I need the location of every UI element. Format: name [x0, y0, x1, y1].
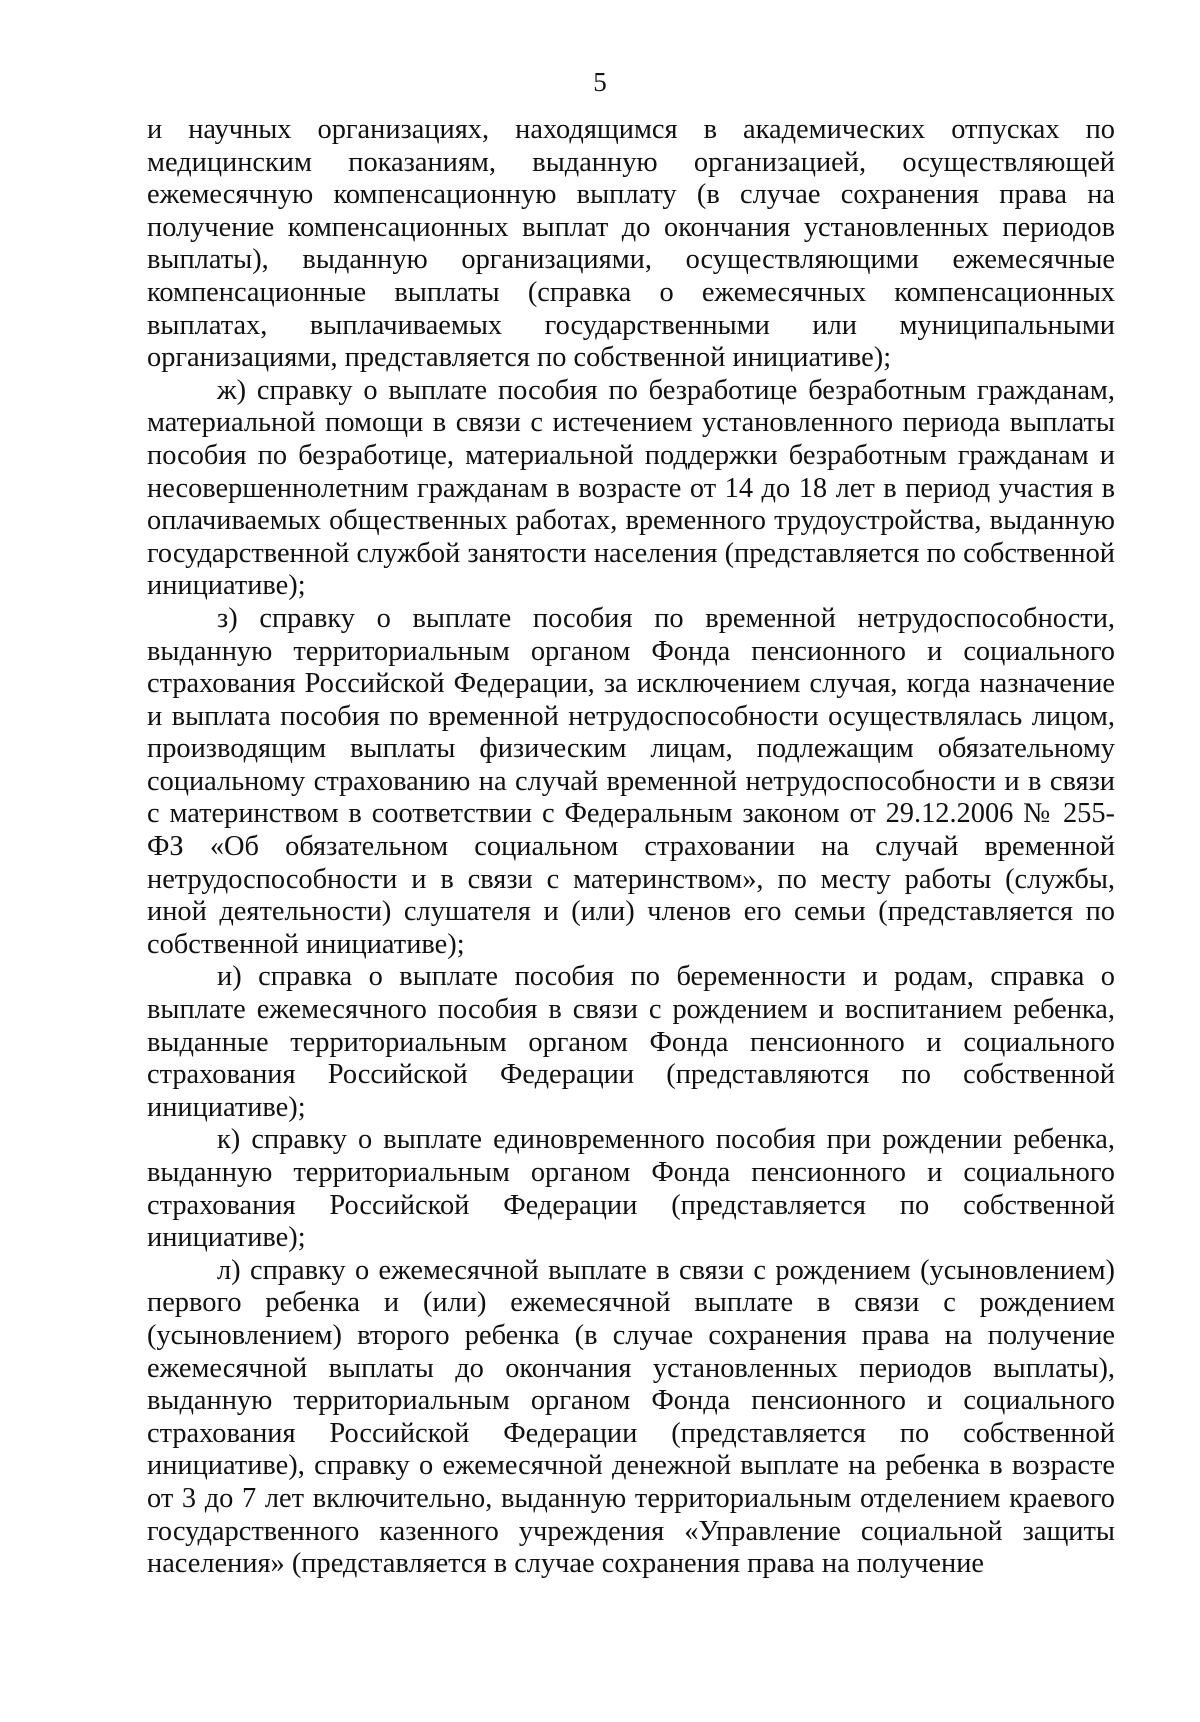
paragraph-continuation: и научных организациях, находящимся в академических отпусках по медицинским показаниям, выданную организацией, осуществляющей ежемесячную компенсационную выплату (в случае сохранения права на получение компенсационных выплат до окончания установленных периодов выплаты), выданную организациями, осуществляющими ежемесячные компенсационные выплаты (справка о ежемесячных компенсационных выплатах, выплачиваемых государственными или муниципальными организациями, представляется по собственной инициативе);	[147, 114, 1115, 374]
page-number: 5	[593, 67, 607, 97]
paragraph-item-i: и) справка о выплате пособия по беременности и родам, справка о выплате ежемесячного пособия в связи с рождением и воспитанием ребенка, выданные территориальным органом Фонда пенсионного и социального страхования Российской Федерации (представляются по собственной инициативе);	[147, 961, 1115, 1123]
paragraph-item-z: з) справку о выплате пособия по временной нетрудоспособности, выданную территориальным органом Фонда пенсионного и социального страхования Российской Федерации, за исключением случая, когда назначение и выплата пособия по временной нетрудоспособности осуществлялась лицом, производящим выплаты физическим лицам, подлежащим обязательному социальному страхованию на случай временной нетрудоспособности и в связи с материнством в соответствии с Федеральным законом от 29.12.2006 № 255-ФЗ «Об обязательном социальном страховании на случай временной нетрудоспособности и в связи с материнством», по месту работы (службы, иной деятельности) слушателя и (или) членов его семьи (представляется по собственной инициативе);	[147, 602, 1115, 960]
document-body	[147, 114, 1115, 1581]
paragraph-item-k: к) справку о выплате единовременного пособия при рождении ребенка, выданную территориальным органом Фонда пенсионного и социального страхования Российской Федерации (представляется по собственной инициативе);	[147, 1124, 1115, 1254]
paragraph-item-zh: ж) справку о выплате пособия по безработице безработным гражданам, материальной помощи в связи с истечением установленного периода выплаты пособия по безработице, материальной поддержки безработным гражданам и несовершеннолетним гражданам в возрасте от 14 до 18 лет в период участия в оплачиваемых общественных работах, временного трудоустройства, выданную государственной службой занятости населения (представляется по собственной инициативе);	[147, 374, 1115, 602]
paragraph-item-l: л) справку о ежемесячной выплате в связи с рождением (усыновлением) первого ребенка и (или) ежемесячной выплате в связи с рождением (усыновлением) второго ребенка (в случае сохранения права на получение ежемесячной выплаты до окончания установленных периодов выплаты), выданную территориальным органом Фонда пенсионного и социального страхования Российской Федерации (представляется по собственной инициативе), справку о ежемесячной денежной выплате на ребенка в возрасте от 3 до 7 лет включительно, выданную территориальным отделением краевого государственного казенного учреждения «Управление социальной защиты населения» (представляется в случае сохранения права на получение	[147, 1254, 1115, 1580]
